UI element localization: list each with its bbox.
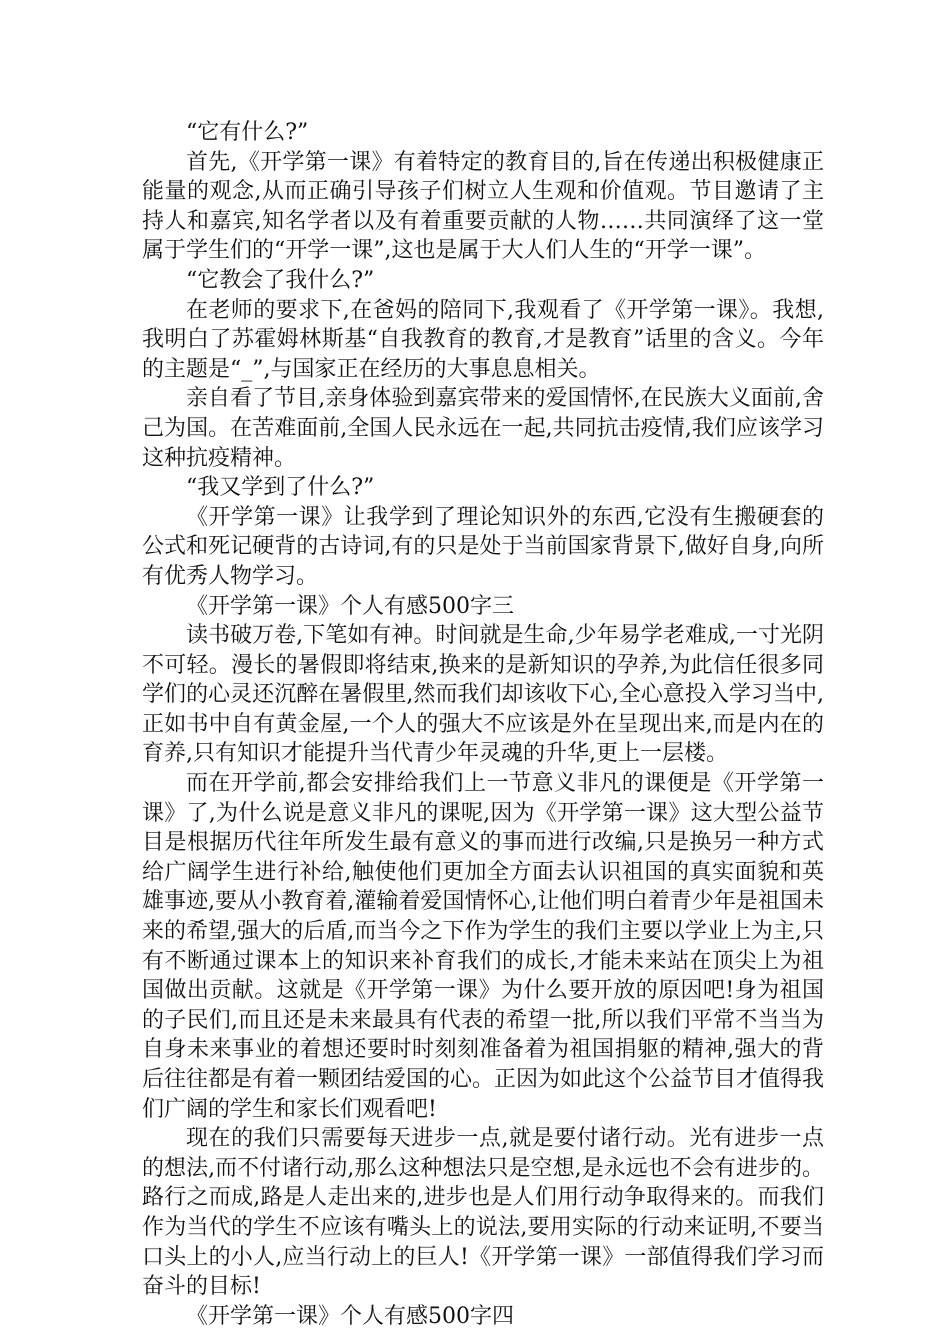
section-title-four: 《开学第一课》个人有感500字四: [186, 1303, 514, 1329]
section-title-three: 《开学第一课》个人有感500字三: [186, 593, 514, 619]
paragraph: 《开学第一课》让我学到了理论知识外的东西,它没有生搬硬套的公式和死记硬背的古诗词,有的只是处于当前国家背景下,做好自身,向所有优秀人物学习。: [142, 504, 824, 589]
heading-what-did-it-teach-me: “它教会了我什么?”: [186, 267, 375, 293]
paragraph: 读书破万卷,下笔如有神。时间就是生命,少年易学老难成,一寸光阴不可轻。漫长的暑假即将结束,换来的是新知识的孕养,为此信任很多同学们的心灵还沉醉在暑假里,然而我们却该收下心,全心意投入学习当中,正如书中自有黄金屋,一个人的强大不应该是外在呈现出来,而是内在的育养,只有知识才能提升当代青少年灵魂的升华,更上一层楼。: [142, 623, 824, 767]
paragraph: 在老师的要求下,在爸妈的陪同下,我观看了《开学第一课》。我想,我明白了苏霍姆林斯基“自我教育的教育,才是教育”话里的含义。今年的主题是“_”,与国家正在经历的大事息息相关。: [142, 297, 824, 382]
paragraph: 现在的我们只需要每天进步一点,就是要付诸行动。光有进步一点的想法,而不付诸行动,那么这种想法只是空想,是永远也不会有进步的。路行之而成,路是人走出来的,进步也是人们用行动争取得来的。而我们作为当代的学生不应该有嘴头上的说法,要用实际的行动来证明,不要当口头上的小人,应当行动上的巨人!《开学第一课》一部值得我们学习而奋斗的目标!: [142, 1126, 824, 1300]
paragraph: 亲自看了节目,亲身体验到嘉宾带来的爱国情怀,在民族大义面前,舍己为国。在苦难面前,全国人民永远在一起,共同抗击疫情,我们应该学习这种抗疫精神。: [142, 386, 824, 471]
paragraph: 而在开学前,都会安排给我们上一节意义非凡的课便是《开学第一课》了,为什么说是意义非凡的课呢,因为《开学第一课》这大型公益节目是根据历代往年所发生最有意义的事而进行改编,只是换另一种方式给广阔学生进行补给,触使他们更加全方面去认识祖国的真实面貌和英雄事迹,要从小教育着,灌输着爱国情怀心,让他们明白着青少年是祖国未来的希望,强大的后盾,而当今之下作为学生的我们主要以学业上为主,只有不断通过课本上的知识来补育我们的成长,才能未来站在顶尖上为祖国做出贡献。这就是《开学第一课》为什么要开放的原因吧!身为祖国的子民们,而且还是未来最具有代表的希望一批,所以我们平常不当当为自身未来事业的着想还要时时刻刻准备着为祖国捐躯的精神,强大的背后往往都是有着一颗团结爱国的心。正因为如此这个公益节目才值得我们广阔的学生和家长们观看吧!: [142, 771, 825, 1122]
document-body: [142, 118, 824, 1331]
heading-what-does-it-have: “它有什么?”: [186, 120, 309, 145]
heading-what-else-did-i-learn: “我又学到了什么?”: [186, 475, 375, 501]
paragraph: 首先,《开学第一课》有着特定的教育目的,旨在传递出积极健康正能量的观念,从而正确引导孩子们树立人生观和价值观。节目邀请了主持人和嘉宾,知名学者以及有着重要贡献的人物……共同演绎了这一堂属于学生们的“开学一课”,这也是属于大人们人生的“开学一课”。: [142, 149, 824, 264]
